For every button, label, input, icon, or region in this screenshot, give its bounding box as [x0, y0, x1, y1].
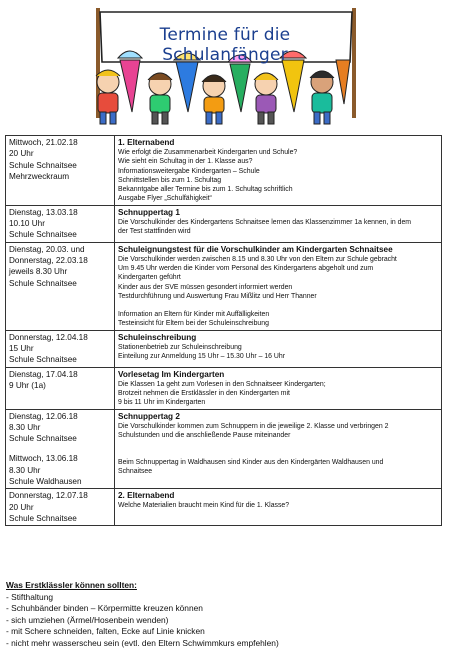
schedule-date-cell [6, 489, 115, 526]
schedule-date-cell [6, 409, 115, 489]
skill-item: - nicht mehr wasserscheu sein (evtl. den Eltern Schwimmkurs empfehlen) [6, 637, 279, 648]
event-heading: Schnuppertag 1 [118, 207, 180, 217]
schedule-info-cell [115, 242, 442, 330]
skills-list [6, 592, 446, 650]
event-detail-line: Testeinsicht für Eltern bei der Schuleinschreibung [118, 320, 269, 328]
event-heading: 2. Elternabend [118, 491, 175, 501]
schedule-row [6, 409, 442, 489]
event-heading: Schuleinschreibung [118, 332, 197, 342]
event-detail-line: Brotzeit nehmen die Erstklässler in den Kindergarten mit [118, 389, 290, 397]
date-line: Dienstag, 12.06.18 [9, 411, 78, 421]
schedule-info-cell [115, 205, 442, 242]
header-banner [0, 0, 450, 132]
date-line [9, 444, 111, 453]
event-detail-line: Die Vorschulkinder werden zwischen 8.15 und 8.30 Uhr von den Eltern zur Schule gebracht [118, 255, 397, 263]
schedule-info-cell [115, 136, 442, 206]
event-detail-line: Schnaitsee [118, 468, 153, 476]
date-line: Schule Schnaitsee [9, 278, 77, 288]
banner-title: Termine für die Schulanfänger [159, 25, 291, 65]
event-detail-line: Stationenbetrieb zur Schuleinschreibung [118, 343, 242, 351]
date-line: Donnerstag, 12.07.18 [9, 491, 88, 501]
date-line: 9 Uhr (1a) [9, 380, 46, 390]
skill-item: - Stifthaltung [6, 591, 54, 602]
schedule-date-cell [6, 242, 115, 330]
event-detail-line: Die Klassen 1a geht zum Vorlesen in den Schnaitseer Kindergarten; [118, 380, 326, 388]
event-detail-line [118, 301, 438, 310]
event-detail-line [118, 440, 438, 449]
schedule-info-cell [115, 330, 442, 367]
schedule-date-cell [6, 205, 115, 242]
schedule-row [6, 489, 442, 526]
skills-title: Was Erstklässler können sollten: [6, 580, 137, 590]
date-line: Donnerstag, 22.03.18 [9, 255, 88, 265]
event-detail-line: 9 bis 11 Uhr im Kindergarten [118, 399, 206, 407]
date-line: Schule Schnaitsee [9, 160, 77, 170]
event-detail-line: Wie erfolgt die Zusammenarbeit Kindergarten und Schule? [118, 149, 298, 156]
schedule-info-cell [115, 409, 442, 489]
date-line: Dienstag, 17.04.18 [9, 369, 78, 379]
event-detail-line: Kindergarten geführt [118, 274, 181, 282]
date-line: Donnerstag, 12.04.18 [9, 332, 88, 342]
schedule-date-cell [6, 367, 115, 409]
date-line: 15 Uhr [9, 344, 34, 354]
date-line: 20 Uhr [9, 502, 34, 512]
event-detail-line: Testdurchführung und Auswertung Frau Mißlitz und Herr Thanner [118, 292, 317, 300]
schedule-date-cell [6, 136, 115, 206]
date-line: 10.10 Uhr [9, 219, 45, 229]
event-detail-line: Wie sieht ein Schultag in der 1. Klasse aus? [118, 158, 253, 166]
event-detail-line: Informationsweitergabe Kindergarten – Schule [118, 167, 260, 175]
schedule-info-cell [115, 489, 442, 526]
event-detail-line: Schulstunden und die anschließende Pause miteinander [118, 431, 291, 439]
event-detail-line: Ausgabe Flyer „Schulfähigkeit“ [118, 195, 212, 203]
event-heading: Vorlesetag Im Kindergarten [118, 369, 225, 379]
date-line: Mittwoch, 21.02.18 [9, 138, 78, 147]
date-line: Schule Schnaitsee [9, 513, 77, 523]
event-detail-line: Die Vorschulkinder kommen zum Schnuppern in die jeweilige 2. Klasse und verbringen 2 [118, 422, 389, 430]
event-detail-line: Information an Eltern für Kinder mit Auffälligkeiten [118, 311, 270, 319]
schedule-body [6, 136, 442, 526]
date-line: Mehrzweckraum [9, 171, 70, 181]
skills-section [6, 580, 446, 650]
children-with-sign-illustration [0, 0, 450, 132]
event-detail-line [118, 449, 438, 458]
date-line: Dienstag, 13.03.18 [9, 207, 78, 217]
event-heading: Schuleignungstest für die Vorschulkinder am Kindergarten Schnaitsee [118, 244, 393, 254]
event-detail-line: Kinder aus der SVE müssen gesondert informiert werden [118, 283, 293, 291]
skill-item: - mit Schere schneiden, falten, Ecke auf Linie knicken [6, 626, 205, 637]
event-detail-line: der Test stattfinden wird [118, 228, 191, 236]
date-line: Schule Waldhausen [9, 477, 82, 487]
schedule-row [6, 330, 442, 367]
event-heading: 1. Elternabend [118, 138, 175, 147]
schedule-row [6, 242, 442, 330]
date-line: 8.30 Uhr [9, 422, 41, 432]
date-line: 20 Uhr [9, 149, 34, 159]
date-line: Schule Schnaitsee [9, 355, 77, 365]
schedule-row [6, 136, 442, 206]
date-line: 8.30 Uhr [9, 465, 41, 475]
date-line: jeweils 8.30 Uhr [9, 267, 68, 277]
date-line: Dienstag, 20.03. und [9, 244, 85, 254]
event-detail-line: Schnittstellen bis zum 1. Schultag [118, 176, 222, 184]
date-line: Schule Schnaitsee [9, 230, 77, 240]
schedule-table [5, 135, 442, 526]
event-detail-line: Die Vorschulkinder des Kindergartens Schnaitsee lernen das Klassenzimmer 1a kennen, in dem [118, 218, 412, 226]
event-detail-line: Welche Materialien braucht mein Kind für die 1. Klasse? [118, 502, 290, 510]
schedule-info-cell [115, 367, 442, 409]
event-detail-line: Bekanntgabe aller Termine bis zum 1. Schultag schriftlich [118, 186, 293, 194]
event-detail-line: Einteilung zur Anmeldung 15 Uhr – 15.30 Uhr – 16 Uhr [118, 353, 286, 361]
schedule-row [6, 367, 442, 409]
skill-item: - Schuhbänder binden – Körpermitte kreuzen können [6, 603, 203, 614]
event-heading: Schnuppertag 2 [118, 411, 180, 421]
event-detail-line: Um 9.45 Uhr werden die Kinder vom Personal des Kindergartens abgeholt und zum [118, 264, 374, 272]
event-detail-line: Beim Schnuppertag in Waldhausen sind Kinder aus den Kindergärten Waldhausen und [118, 459, 384, 467]
date-line: Mittwoch, 13.06.18 [9, 454, 78, 464]
skill-item: - sich umziehen (Ärmel/Hosenbein wenden) [6, 614, 169, 625]
schedule-row [6, 205, 442, 242]
schedule-date-cell [6, 330, 115, 367]
date-line: Schule Schnaitsee [9, 434, 77, 444]
